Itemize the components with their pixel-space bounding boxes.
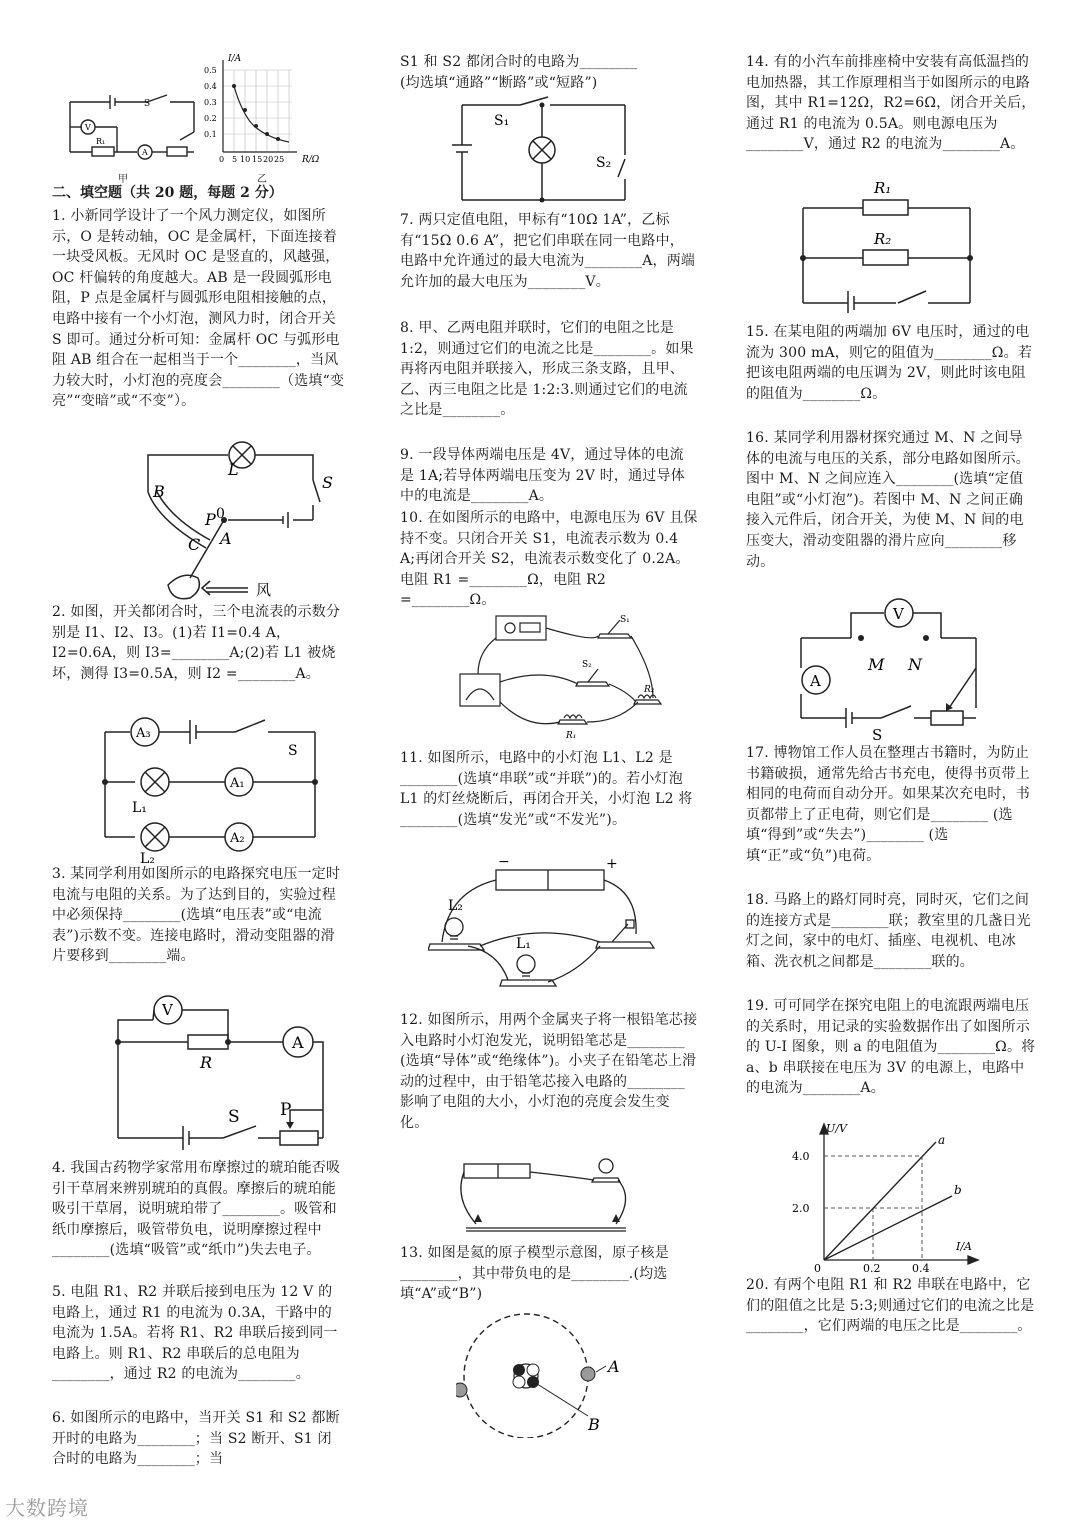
q12-circuit-figure — [446, 1158, 646, 1238]
q11-l1-label: L₁ — [516, 936, 531, 952]
question-6-continued: S1 和 S2 都闭合时的电路为________ — [400, 54, 638, 70]
q2-a1-label: A₁ — [230, 776, 245, 791]
q14-r2-label: R₂ — [874, 230, 892, 248]
q6-circuit-figure — [450, 95, 640, 207]
ammeter-label: A — [142, 148, 148, 157]
ytick: 0.2 — [204, 114, 217, 123]
question-19: 19. 可可同学在探究电阻上的电流跟两端电压的关系时，用记录的实验数据作出了如图所示的 U-I 图象，则 a 的电阻值为________Ω。将 a、b 串联接在电压为 3V 的电源上，电路中的电流为________A。 — [746, 998, 1036, 1097]
q3-ammeter-label: A — [292, 1033, 304, 1052]
q3-switch-label: S — [228, 1107, 240, 1127]
q6-s1-label: S₁ — [494, 113, 510, 129]
q10-s2-label: S₂ — [582, 660, 592, 670]
caption-jia: 甲 — [118, 174, 128, 185]
q14-circuit-figure — [798, 178, 978, 313]
section-title: 二、填空题（共 20 题，每题 2 分） — [52, 185, 283, 201]
question-3: 3. 某同学利用如图所示的电路探究电压一定时电流与电阻的关系。为了达到目的，实验过程中必须保持________(选填“电压表”或“电流表”)示数不变。连接电路时，滑动变阻器的滑片要移到________端。 — [52, 866, 341, 965]
q19-xtick-0: 0 — [814, 1262, 821, 1275]
q11-l2-label: L₂ — [448, 898, 463, 914]
q19-xlabel: I/A — [956, 1240, 972, 1253]
q16-circuit-figure — [796, 598, 1016, 743]
series-a-line — [824, 1142, 936, 1260]
q3-slider-label: P — [280, 1100, 292, 1120]
q1-wind-label: 风 — [256, 581, 272, 599]
xtick: 20 — [263, 155, 274, 164]
series-b-line — [824, 1196, 952, 1260]
q2-circuit-figure — [100, 712, 330, 864]
q16-switch-label: S — [872, 726, 883, 743]
question-17: 17. 博物馆工作人员在整理古书籍时，为防止书籍破损，通常先给古书充电，使得书页带上相同的电荷而自动分开。如果某次充电时，书页都带上了正电荷，则它们是________ (选填“得到”或“失去”)________ (选填“正”或“负”)电荷。 — [746, 745, 1030, 864]
question-11: 11. 如图所示，电路中的小灯泡 L1、L2 是________(选填“串联”或“并联”)的。若小灯泡 L1 的灯丝烧断后，再闭合开关，小灯泡 L2 将________(选填“发光”或“不发光”)。 — [400, 750, 693, 828]
q2-a3-label: A₃ — [136, 726, 151, 741]
graph-xlabel: R/Ω — [302, 155, 320, 165]
question-18: 18. 马路上的路灯同时亮，同时灭，它们之间的连接方式是________联；教室里的几盏日光灯之间，家中的电灯、插座、电视机、电冰箱、洗衣机之间都是________联的。 — [746, 892, 1031, 970]
q13-label-b: B — [588, 1415, 600, 1434]
q16-m-label: M — [868, 655, 885, 674]
question-8: 8. 甲、乙两电阻并联时，它们的电阻之比是 1:2，则通过它们的电流之比是________。如果再将丙电阻并联接入，形成三条支路，且甲、乙、丙三电阻之比是 1:2:3.则通过它们的电流之比是________。 — [400, 320, 694, 419]
q1-point-a: A — [220, 529, 232, 548]
q6-s2-label: S₂ — [596, 155, 612, 171]
q1-point-c: C — [188, 535, 201, 554]
q11-plus-label: + — [606, 856, 618, 872]
q1-wind-meter-figure — [98, 440, 338, 605]
q3-circuit-figure — [108, 990, 333, 1155]
resistor-label: R₁ — [96, 137, 106, 146]
xtick: 5 — [232, 155, 238, 164]
ytick: 0.1 — [204, 130, 217, 139]
q2-switch-label: S — [288, 743, 298, 759]
question-16: 16. 某同学利用器材探究通过 M、N 之间导体的电流与电压的关系，部分电路如图所示。图中 M、N 之间应连入________(选填“定值电阻”或“小灯泡”)。若图中 M、N 之间正确接入元件后，闭合开关，为使 M、N 间的电压变大，滑动变阻器的滑片应向________移动。 — [746, 430, 1030, 570]
q19-ui-graph — [786, 1120, 1026, 1278]
question-13: 13. 如图是氦的原子模型示意图，原子核是________，其中带负电的是________.(均选填“A”或“B”) — [400, 1245, 669, 1303]
q3-resistor-label: R — [200, 1053, 213, 1072]
q19-ytick-2: 2.0 — [792, 1202, 810, 1215]
q2-a2-label: A₂ — [230, 831, 245, 846]
q13-label-a: A — [608, 1357, 620, 1376]
q1-point-o: 0 — [216, 506, 225, 522]
question-14: 14. 有的小汽车前排座椅中安装有高低温挡的电加热器，其工作原理相当于如图所示的电路图，其中 R1=12Ω，R2=6Ω，闭合开关后，通过 R1 的电流为 0.5A。则电源电压为________V，通过 R2 的电流为________A。 — [746, 54, 1036, 153]
xtick: 15 — [252, 155, 263, 164]
q19-xtick-02: 0.2 — [863, 1262, 881, 1275]
figure-jia-circuit — [62, 92, 202, 172]
q10-s1-label: S₁ — [620, 615, 630, 625]
question-20: 20. 有两个电阻 R1 和 R2 串联在电路中，它们的阻值之比是 5:3;则通过它们的电流之比是________，它们两端的电压之比是________。 — [746, 1277, 1035, 1335]
voltmeter-label: V — [85, 123, 91, 132]
q1-point-p: P — [205, 510, 216, 529]
switch-label: S — [144, 99, 151, 109]
q1-lamp-label: L — [228, 460, 239, 479]
q1-switch-label: S — [322, 473, 333, 492]
caption-yi: 乙 — [257, 174, 267, 185]
q2-l1-label: L₁ — [132, 800, 147, 816]
watermark: 大数跨境 — [5, 1496, 89, 1520]
question-12: 12. 如图所示，用两个金属夹子将一根铅笔芯接入电路时小灯泡发光，说明铅笔芯是________ (选填“导体”或“绝缘体”)。小夹子在铅笔芯上滑动的过程中，由于铅笔芯接入电路的________影响了电阻的大小，小灯泡的亮度会发生变化。 — [400, 1012, 698, 1131]
figure-yi-graph — [202, 52, 342, 170]
q10-r1-label: R₁ — [566, 731, 577, 741]
question-2: 2. 如图，开关都闭合时，三个电流表的示数分别是 I1、I2、I3。(1)若 I1=0.4 A，I2=0.6A，则 I3=________A;(2)若 L1 被烧坏，测得 I3=0.5A，则 I2 =________A。 — [52, 604, 341, 682]
question-6: 6. 如图所示的电路中，当开关 S1 和 S2 都断开时的电路为________；当 S2 断开、S1 闭合时的电路为________；当 — [52, 1410, 340, 1468]
q19-ylabel: U/V — [826, 1122, 847, 1135]
q10-r2-label: R₂ — [644, 685, 655, 695]
ytick: 0.3 — [204, 98, 217, 107]
question-6-options: (均选填“通路”“断路”或“短路”) — [400, 75, 598, 91]
q1-point-b: B — [153, 482, 165, 501]
xtick: 25 — [274, 155, 285, 164]
question-10: 10. 在如图所示的电路中，电源电压为 6V 且保持不变。只闭合开关 S1，电流表示数为 0.4 A;再闭合开关 S2，电流表示数变化了 0.2A。电阻 R1 =________Ω，电阻 R2 =________Ω。 — [400, 510, 698, 609]
xtick: 10 — [240, 155, 251, 164]
q19-series-a-label: a — [938, 1133, 946, 1147]
q16-ammeter-label: A — [810, 672, 821, 690]
q16-n-label: N — [908, 655, 922, 674]
question-4: 4. 我国古药物学家常用布摩擦过的琥珀能否吸引干草屑来辨别琥珀的真假。摩擦后的琥珀能吸引干草屑，说明琥珀带了________。吸管和纸巾摩擦后，吸管带负电，说明摩擦过程中________(选填“吸管”或“纸巾”)失去电子。 — [52, 1160, 341, 1259]
q2-l2-label: L₂ — [140, 851, 155, 864]
question-1: 1. 小新同学设计了一个风力测定仪，如图所示，O 是转动轴，OC 是金属杆，下面连接着一块受风板。无风时 OC 是竖直的，风越强，OC 杆偏转的角度越大。AB 是一段圆弧形电阻，P 点是金属杆与圆弧形电阻相接触的点，电路中接有一个小灯泡，测风力时，闭合开关 S 即可。通过分析可知：金属杆 OC 与弧形电阻 AB 组合在一起相当于一个________，当风力较大时，小灯泡的亮度会________（选填“变亮”“变暗”或“不变”）。 — [52, 208, 345, 410]
q11-minus-label: − — [498, 854, 510, 870]
question-7: 7. 两只定值电阻，甲标有“10Ω 1A”，乙标有“15Ω 0.6 A”，把它们串联在同一电路中，电路中允许通过的最大电流为________A，两端允许加的最大电压为________V。 — [400, 212, 696, 290]
q19-ytick-4: 4.0 — [792, 1150, 810, 1163]
ytick: 0.5 — [204, 66, 217, 75]
xtick: 0 — [219, 155, 225, 164]
question-5: 5. 电阻 R1、R2 并联后接到电压为 12 V 的电路上，通过 R1 的电流为 0.3A，干路中的电流为 1.5A。若将 R1、R2 串联后接到同一电路上。则 R1、R2 串联后的总电阻为________，通过 R2 的电流为________。 — [52, 1284, 338, 1383]
q10-circuit-figure — [448, 612, 688, 752]
ytick: 0.4 — [204, 82, 217, 91]
q14-r1-label: R₁ — [874, 179, 892, 197]
question-15: 15. 在某电阻的两端加 6V 电压时，通过的电流为 300 mA，则它的阻值为________Ω。若把该电阻两端的电压调为 2V，则此时该电阻的阻值为________Ω。 — [746, 324, 1033, 402]
question-9: 9. 一段导体两端电压是 4V，通过导体的电流是 1A;若导体两端电压变为 2V 时，通过导体中的电流是________A。 — [400, 447, 685, 505]
q19-xtick-04: 0.4 — [912, 1262, 930, 1275]
q13-atom-figure — [456, 1306, 656, 1438]
q3-voltmeter-label: V — [162, 1001, 173, 1019]
q11-circuit-figure — [428, 852, 668, 1002]
q16-voltmeter-label: V — [893, 605, 904, 623]
graph-ylabel: I/A — [228, 54, 242, 64]
q19-series-b-label: b — [954, 1183, 962, 1197]
